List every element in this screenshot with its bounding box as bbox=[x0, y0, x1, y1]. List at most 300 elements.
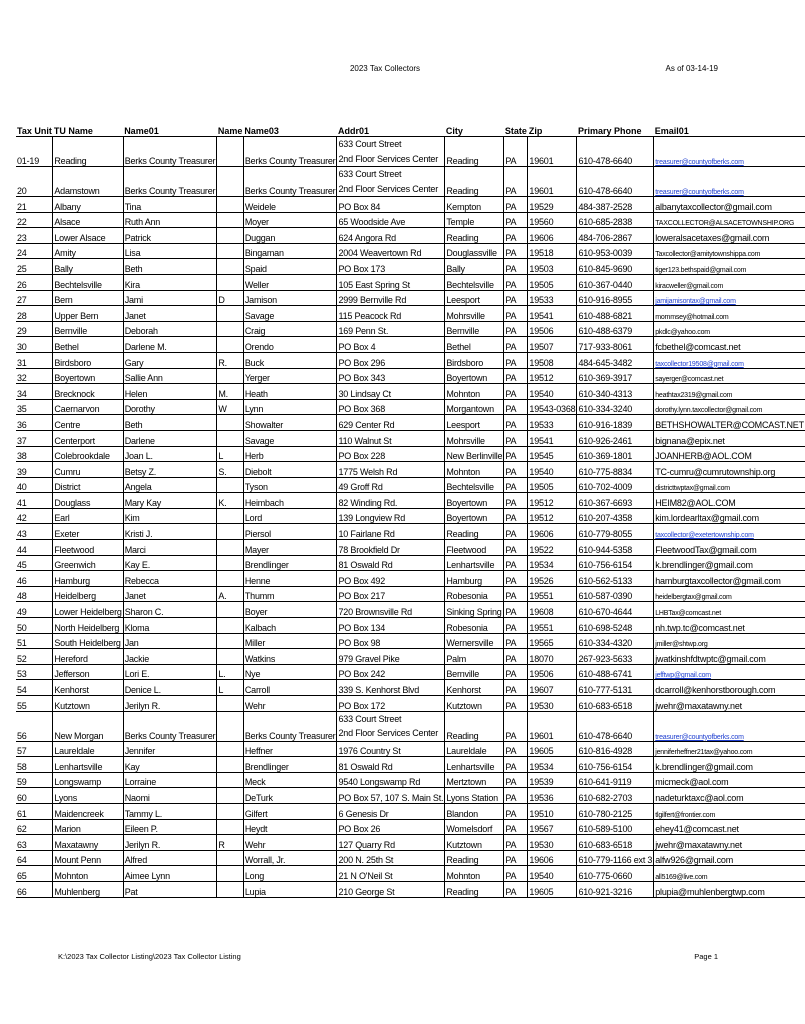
cell-tax-unit: 56 bbox=[16, 711, 53, 741]
cell-primary-phone: 610-488-6741 bbox=[577, 664, 654, 680]
cell-state: PA bbox=[504, 384, 528, 400]
table-row bbox=[16, 540, 805, 556]
cell-email01: k.brendlinger@gmail.com bbox=[654, 555, 805, 571]
table-row bbox=[16, 321, 805, 337]
cell-name01: Dorothy bbox=[123, 399, 217, 415]
cell-addr01: 49 Groff Rd bbox=[337, 477, 445, 493]
cell-zip: 19533 bbox=[528, 290, 577, 306]
cell-zip: 19545 bbox=[528, 446, 577, 462]
cell-city: Mohnton bbox=[445, 866, 504, 882]
cell-name bbox=[217, 337, 244, 353]
cell-zip: 19507 bbox=[528, 337, 577, 353]
cell-city: Womelsdorf bbox=[445, 819, 504, 835]
cell-email01[interactable]: treasurer@countyofberks.com bbox=[654, 137, 805, 167]
cell-city: Mohrsville bbox=[445, 306, 504, 322]
cell-name01: Lorraine bbox=[123, 772, 217, 788]
cell-primary-phone: 610-702-4009 bbox=[577, 477, 654, 493]
cell-tax-unit: 54 bbox=[16, 680, 53, 696]
cell-tax-unit: 34 bbox=[16, 384, 53, 400]
cell-email01: jwehr@maxatawny.net bbox=[654, 835, 805, 851]
cell-email01: jwehr@maxatawny.net bbox=[654, 696, 805, 712]
cell-tu-name: Fleetwood bbox=[53, 540, 123, 556]
cell-city: Fleetwood bbox=[445, 540, 504, 556]
cell-zip: 19607 bbox=[528, 680, 577, 696]
cell-city: Reading bbox=[445, 524, 504, 540]
cell-name01: Deborah bbox=[123, 321, 217, 337]
cell-state: PA bbox=[504, 633, 528, 649]
cell-city: Reading bbox=[445, 167, 504, 197]
cell-primary-phone: 610-756-6154 bbox=[577, 757, 654, 773]
col-header-tax-unit: Tax Unit bbox=[16, 123, 53, 137]
cell-name01: Alfred bbox=[123, 850, 217, 866]
cell-tax-unit: 20 bbox=[16, 167, 53, 197]
cell-addr01: 200 N. 25th St bbox=[337, 850, 445, 866]
cell-tax-unit: 65 bbox=[16, 866, 53, 882]
cell-primary-phone: 484-706-2867 bbox=[577, 228, 654, 244]
address-line: 633 Court Street bbox=[338, 139, 402, 149]
cell-tu-name: Marion bbox=[53, 819, 123, 835]
cell-email01: mommsey@hotmail.com bbox=[654, 306, 805, 322]
cell-name03: Heydt bbox=[243, 819, 337, 835]
cell-zip: 19605 bbox=[528, 881, 577, 897]
cell-state: PA bbox=[504, 696, 528, 712]
cell-primary-phone: 610-369-3917 bbox=[577, 368, 654, 384]
cell-tax-unit: 64 bbox=[16, 850, 53, 866]
cell-state: PA bbox=[504, 462, 528, 478]
cell-email01[interactable]: taxcollector19508@gmail.com bbox=[654, 352, 805, 368]
cell-tax-unit: 50 bbox=[16, 618, 53, 634]
cell-state: PA bbox=[504, 803, 528, 819]
cell-tu-name: Exeter bbox=[53, 524, 123, 540]
cell-name03: Lynn bbox=[243, 399, 337, 415]
cell-addr01: 139 Longview Rd bbox=[337, 508, 445, 524]
cell-name03: Brendlinger bbox=[243, 757, 337, 773]
cell-tax-unit: 29 bbox=[16, 321, 53, 337]
cell-zip: 19534 bbox=[528, 757, 577, 773]
cell-name01: Darlene M. bbox=[123, 337, 217, 353]
cell-name: S. bbox=[217, 462, 244, 478]
cell-zip: 19565 bbox=[528, 633, 577, 649]
cell-name bbox=[217, 415, 244, 431]
cell-name01: Denice L. bbox=[123, 680, 217, 696]
cell-city: Palm bbox=[445, 649, 504, 665]
cell-email01: HEIM82@AOL.COM bbox=[654, 493, 805, 509]
cell-name01: Tina bbox=[123, 197, 217, 213]
cell-tu-name: Mohnton bbox=[53, 866, 123, 882]
cell-email01: TAXCOLLECTOR@ALSACETOWNSHIP.ORG bbox=[654, 212, 805, 228]
cell-tax-unit: 25 bbox=[16, 259, 53, 275]
col-header-city: City bbox=[445, 123, 504, 137]
table-row bbox=[16, 167, 805, 197]
cell-name01: Ruth Ann bbox=[123, 212, 217, 228]
cell-name bbox=[217, 524, 244, 540]
cell-city: Bethel bbox=[445, 337, 504, 353]
cell-name03: Heimbach bbox=[243, 493, 337, 509]
cell-name03: Showalter bbox=[243, 415, 337, 431]
cell-zip: 19560 bbox=[528, 212, 577, 228]
table-row bbox=[16, 290, 805, 306]
cell-email01: LHBTax@comcast.net bbox=[654, 602, 805, 618]
cell-state: PA bbox=[504, 757, 528, 773]
cell-name01: Kristi J. bbox=[123, 524, 217, 540]
cell-addr01: PO Box 57, 107 S. Main St. bbox=[337, 788, 445, 804]
cell-primary-phone: 610-369-1801 bbox=[577, 446, 654, 462]
table-row bbox=[16, 633, 805, 649]
cell-state: PA bbox=[504, 368, 528, 384]
cell-name01: Tammy L. bbox=[123, 803, 217, 819]
cell-city: Boyertown bbox=[445, 368, 504, 384]
cell-name03: Long bbox=[243, 866, 337, 882]
cell-primary-phone: 610-780-2125 bbox=[577, 803, 654, 819]
cell-email01: districttwptax@gmail.com bbox=[654, 477, 805, 493]
cell-name01: Jami bbox=[123, 290, 217, 306]
cell-tax-unit: 63 bbox=[16, 835, 53, 851]
cell-city: Kempton bbox=[445, 197, 504, 213]
cell-name03: Savage bbox=[243, 306, 337, 322]
cell-name01: Beth bbox=[123, 259, 217, 275]
cell-tu-name: Mount Penn bbox=[53, 850, 123, 866]
cell-addr01: PO Box 217 bbox=[337, 586, 445, 602]
cell-primary-phone: 610-488-6379 bbox=[577, 321, 654, 337]
cell-name03: Watkins bbox=[243, 649, 337, 665]
cell-primary-phone: 610-756-6154 bbox=[577, 555, 654, 571]
cell-state: PA bbox=[504, 352, 528, 368]
cell-addr01: 81 Oswald Rd bbox=[337, 555, 445, 571]
table-row bbox=[16, 384, 805, 400]
cell-zip: 19608 bbox=[528, 602, 577, 618]
cell-tax-unit: 46 bbox=[16, 571, 53, 587]
cell-city: Lyons Station bbox=[445, 788, 504, 804]
cell-name03: Berks County Treasurer bbox=[243, 137, 337, 167]
cell-primary-phone: 610-478-6640 bbox=[577, 167, 654, 197]
cell-name: W bbox=[217, 399, 244, 415]
cell-email01: jmiller@shtwp.org bbox=[654, 633, 805, 649]
cell-addr01: 65 Woodside Ave bbox=[337, 212, 445, 228]
cell-primary-phone: 610-367-0440 bbox=[577, 274, 654, 290]
cell-city: Blandon bbox=[445, 803, 504, 819]
cell-city: Boyertown bbox=[445, 493, 504, 509]
cell-name01: Betsy Z. bbox=[123, 462, 217, 478]
cell-city: Wernersville bbox=[445, 633, 504, 649]
cell-city: Robesonia bbox=[445, 586, 504, 602]
cell-tu-name: Laureldale bbox=[53, 741, 123, 757]
cell-addr01: 30 Lindsay Ct bbox=[337, 384, 445, 400]
cell-addr01: PO Box 84 bbox=[337, 197, 445, 213]
cell-addr01 bbox=[337, 167, 445, 197]
cell-zip: 19526 bbox=[528, 571, 577, 587]
cell-tu-name: Hereford bbox=[53, 649, 123, 665]
cell-state: PA bbox=[504, 259, 528, 275]
cell-name03: Bingaman bbox=[243, 243, 337, 259]
cell-name01: Joan L. bbox=[123, 446, 217, 462]
cell-primary-phone: 610-953-0039 bbox=[577, 243, 654, 259]
cell-city: Douglassville bbox=[445, 243, 504, 259]
cell-tax-unit: 32 bbox=[16, 368, 53, 384]
cell-zip: 19605 bbox=[528, 741, 577, 757]
cell-tax-unit: 60 bbox=[16, 788, 53, 804]
cell-name01: Kim bbox=[123, 508, 217, 524]
cell-name01: Mary Kay bbox=[123, 493, 217, 509]
cell-city: Mohrsville bbox=[445, 430, 504, 446]
cell-tax-unit: 52 bbox=[16, 649, 53, 665]
address-line: 633 Court Street bbox=[338, 713, 402, 724]
cell-addr01: 21 N O'Neil St bbox=[337, 866, 445, 882]
cell-state: PA bbox=[504, 835, 528, 851]
table-row bbox=[16, 399, 805, 415]
cell-state: PA bbox=[504, 618, 528, 634]
cell-tu-name: Muhlenberg bbox=[53, 881, 123, 897]
cell-city: Mertztown bbox=[445, 772, 504, 788]
cell-name bbox=[217, 321, 244, 337]
cell-tu-name: Douglass bbox=[53, 493, 123, 509]
cell-email01: loweralsacetaxes@gmail.com bbox=[654, 228, 805, 244]
cell-addr01: PO Box 173 bbox=[337, 259, 445, 275]
cell-tu-name: Bernville bbox=[53, 321, 123, 337]
cell-tax-unit: 38 bbox=[16, 446, 53, 462]
cell-email01[interactable]: jamijamisontax@gmail.com bbox=[654, 290, 805, 306]
cell-tu-name: Colebrookdale bbox=[53, 446, 123, 462]
cell-primary-phone: 610-777-5131 bbox=[577, 680, 654, 696]
cell-name01: Kay bbox=[123, 757, 217, 773]
cell-tax-unit: 41 bbox=[16, 493, 53, 509]
cell-name01: Pat bbox=[123, 881, 217, 897]
cell-name01: Jennifer bbox=[123, 741, 217, 757]
cell-tax-unit: 59 bbox=[16, 772, 53, 788]
cell-name03: Lupia bbox=[243, 881, 337, 897]
cell-city: Hamburg bbox=[445, 571, 504, 587]
table-row bbox=[16, 137, 805, 167]
cell-tax-unit: 49 bbox=[16, 602, 53, 618]
cell-zip: 19606 bbox=[528, 228, 577, 244]
cell-state: PA bbox=[504, 243, 528, 259]
cell-tax-unit: 24 bbox=[16, 243, 53, 259]
cell-addr01: PO Box 26 bbox=[337, 819, 445, 835]
cell-name03: Gilfert bbox=[243, 803, 337, 819]
cell-primary-phone: 610-944-5358 bbox=[577, 540, 654, 556]
cell-email01: kim.lordearltax@gmail.com bbox=[654, 508, 805, 524]
cell-tu-name: Adamstown bbox=[53, 167, 123, 197]
cell-name: A. bbox=[217, 586, 244, 602]
cell-name01: Jackie bbox=[123, 649, 217, 665]
cell-name bbox=[217, 137, 244, 167]
cell-city: Temple bbox=[445, 212, 504, 228]
cell-tu-name: Cumru bbox=[53, 462, 123, 478]
cell-name bbox=[217, 508, 244, 524]
cell-city: Lenhartsville bbox=[445, 555, 504, 571]
col-header-zip: Zip bbox=[528, 123, 577, 137]
cell-primary-phone: 610-779-1166 ext 3 bbox=[577, 850, 654, 866]
cell-zip: 19567 bbox=[528, 819, 577, 835]
cell-tax-unit: 36 bbox=[16, 415, 53, 431]
cell-addr01: 81 Oswald Rd bbox=[337, 757, 445, 773]
cell-state: PA bbox=[504, 415, 528, 431]
cell-city: Reading bbox=[445, 228, 504, 244]
cell-addr01: 720 Brownsville Rd bbox=[337, 602, 445, 618]
cell-state: PA bbox=[504, 337, 528, 353]
cell-state: PA bbox=[504, 711, 528, 741]
cell-addr01 bbox=[337, 137, 445, 167]
cell-email01: TC-cumru@cumrutownship.org bbox=[654, 462, 805, 478]
cell-tax-unit: 28 bbox=[16, 306, 53, 322]
cell-name03: Wehr bbox=[243, 696, 337, 712]
cell-tax-unit: 39 bbox=[16, 462, 53, 478]
cell-addr01: PO Box 492 bbox=[337, 571, 445, 587]
cell-tu-name: South Heidelberg bbox=[53, 633, 123, 649]
cell-addr01: 9540 Longswamp Rd bbox=[337, 772, 445, 788]
cell-tu-name: North Heidelberg bbox=[53, 618, 123, 634]
cell-name bbox=[217, 741, 244, 757]
cell-addr01: 169 Penn St. bbox=[337, 321, 445, 337]
cell-addr01 bbox=[337, 711, 445, 741]
cell-name01: Marci bbox=[123, 540, 217, 556]
cell-city: Bally bbox=[445, 259, 504, 275]
cell-name bbox=[217, 696, 244, 712]
cell-email01: pkdlc@yahoo.com bbox=[654, 321, 805, 337]
cell-primary-phone: 610-367-6693 bbox=[577, 493, 654, 509]
cell-tu-name: Boyertown bbox=[53, 368, 123, 384]
cell-name03: Meck bbox=[243, 772, 337, 788]
cell-city: Bernville bbox=[445, 321, 504, 337]
cell-email01[interactable]: taxcollector@exetertownship.com bbox=[654, 524, 805, 540]
cell-state: PA bbox=[504, 772, 528, 788]
cell-tu-name: Hamburg bbox=[53, 571, 123, 587]
col-header-state: State bbox=[504, 123, 528, 137]
cell-primary-phone: 717-933-8061 bbox=[577, 337, 654, 353]
table-row bbox=[16, 212, 805, 228]
cell-email01: nadeturktaxc@aol.com bbox=[654, 788, 805, 804]
cell-tu-name: Alsace bbox=[53, 212, 123, 228]
cell-name03: Carroll bbox=[243, 680, 337, 696]
cell-email01[interactable]: treasurer@countyofberks.com bbox=[654, 167, 805, 197]
cell-primary-phone: 610-926-2461 bbox=[577, 430, 654, 446]
table-row bbox=[16, 819, 805, 835]
cell-tu-name: Bethel bbox=[53, 337, 123, 353]
cell-email01: tlgilfert@frontier.com bbox=[654, 803, 805, 819]
cell-state: PA bbox=[504, 602, 528, 618]
cell-tax-unit: 51 bbox=[16, 633, 53, 649]
address-line: 2nd Floor Services Center bbox=[338, 728, 439, 739]
table-row bbox=[16, 757, 805, 773]
cell-zip: 19539 bbox=[528, 772, 577, 788]
cell-name03: Herb bbox=[243, 446, 337, 462]
cell-addr01: 10 Fairlane Rd bbox=[337, 524, 445, 540]
cell-city: Reading bbox=[445, 881, 504, 897]
cell-email01: tiger123.bethspaid@gmail.com bbox=[654, 259, 805, 275]
cell-state: PA bbox=[504, 850, 528, 866]
cell-name03: Orendo bbox=[243, 337, 337, 353]
cell-tu-name: Bally bbox=[53, 259, 123, 275]
cell-primary-phone: 610-775-8834 bbox=[577, 462, 654, 478]
cell-email01[interactable]: treasurer@countyofberks.com bbox=[654, 711, 805, 741]
cell-addr01: 979 Gravel Pike bbox=[337, 649, 445, 665]
cell-email01: alfw926@gmail.com bbox=[654, 850, 805, 866]
cell-email01: nh.twp.tc@comcast.net bbox=[654, 618, 805, 634]
cell-zip: 19551 bbox=[528, 618, 577, 634]
cell-primary-phone: 610-916-8955 bbox=[577, 290, 654, 306]
cell-tu-name: Lyons bbox=[53, 788, 123, 804]
cell-addr01: PO Box 134 bbox=[337, 618, 445, 634]
cell-name bbox=[217, 819, 244, 835]
cell-zip: 19601 bbox=[528, 167, 577, 197]
cell-state: PA bbox=[504, 212, 528, 228]
cell-state: PA bbox=[504, 508, 528, 524]
cell-name01: Jerilyn R. bbox=[123, 835, 217, 851]
cell-name03: Jamison bbox=[243, 290, 337, 306]
cell-state: PA bbox=[504, 399, 528, 415]
cell-primary-phone: 610-698-5248 bbox=[577, 618, 654, 634]
cell-name bbox=[217, 850, 244, 866]
cell-zip: 19530 bbox=[528, 696, 577, 712]
cell-name bbox=[217, 430, 244, 446]
table-row bbox=[16, 462, 805, 478]
cell-tu-name: Lower Alsace bbox=[53, 228, 123, 244]
cell-city: Reading bbox=[445, 137, 504, 167]
address-line: 2nd Floor Services Center bbox=[338, 153, 439, 164]
cell-name03: Savage bbox=[243, 430, 337, 446]
cell-primary-phone: 610-685-2838 bbox=[577, 212, 654, 228]
cell-state: PA bbox=[504, 274, 528, 290]
cell-tax-unit: 57 bbox=[16, 741, 53, 757]
cell-state: PA bbox=[504, 540, 528, 556]
cell-zip: 19534 bbox=[528, 555, 577, 571]
cell-name03: Boyer bbox=[243, 602, 337, 618]
cell-name bbox=[217, 571, 244, 587]
cell-name: R. bbox=[217, 352, 244, 368]
cell-name01: Lisa bbox=[123, 243, 217, 259]
as-of-date: As of 03-14-19 bbox=[665, 64, 718, 73]
cell-name03: Yerger bbox=[243, 368, 337, 384]
cell-primary-phone: 484-387-2528 bbox=[577, 197, 654, 213]
table-row bbox=[16, 649, 805, 665]
cell-tax-unit: 30 bbox=[16, 337, 53, 353]
cell-email01[interactable]: jefftwp@gmail.com bbox=[654, 664, 805, 680]
cell-tu-name: Lenhartsville bbox=[53, 757, 123, 773]
cell-addr01: PO Box 98 bbox=[337, 633, 445, 649]
cell-name01: Sharon C. bbox=[123, 602, 217, 618]
cell-tu-name: Reading bbox=[53, 137, 123, 167]
cell-primary-phone: 610-921-3216 bbox=[577, 881, 654, 897]
table-row bbox=[16, 850, 805, 866]
cell-name01: Berks County Treasurer bbox=[123, 137, 217, 167]
cell-zip: 19512 bbox=[528, 508, 577, 524]
cell-name01: Gary bbox=[123, 352, 217, 368]
cell-addr01: PO Box 228 bbox=[337, 446, 445, 462]
header-row bbox=[16, 123, 805, 137]
cell-name01: Kloma bbox=[123, 618, 217, 634]
cell-state: PA bbox=[504, 430, 528, 446]
cell-name bbox=[217, 540, 244, 556]
cell-addr01: 110 Walnut St bbox=[337, 430, 445, 446]
cell-name01: Berks County Treasurer bbox=[123, 711, 217, 741]
footer-file-path: K:\2023 Tax Collector Listing\2023 Tax Collector Listing bbox=[58, 952, 241, 961]
cell-email01: BETHSHOWALTER@COMCAST.NET bbox=[654, 415, 805, 431]
table-row bbox=[16, 274, 805, 290]
cell-email01: heathtax2319@gmail.com bbox=[654, 384, 805, 400]
table-row bbox=[16, 664, 805, 680]
cell-tax-unit: 53 bbox=[16, 664, 53, 680]
cell-name03: Spaid bbox=[243, 259, 337, 275]
cell-email01: plupia@muhlenbergtwp.com bbox=[654, 881, 805, 897]
cell-name03: Mayer bbox=[243, 540, 337, 556]
cell-state: PA bbox=[504, 167, 528, 197]
cell-tu-name: Maxatawny bbox=[53, 835, 123, 851]
cell-name bbox=[217, 803, 244, 819]
cell-name03: Weidele bbox=[243, 197, 337, 213]
cell-primary-phone: 610-587-0390 bbox=[577, 586, 654, 602]
cell-zip: 19506 bbox=[528, 664, 577, 680]
cell-email01: ehey41@comcast.net bbox=[654, 819, 805, 835]
cell-city: Morgantown bbox=[445, 399, 504, 415]
